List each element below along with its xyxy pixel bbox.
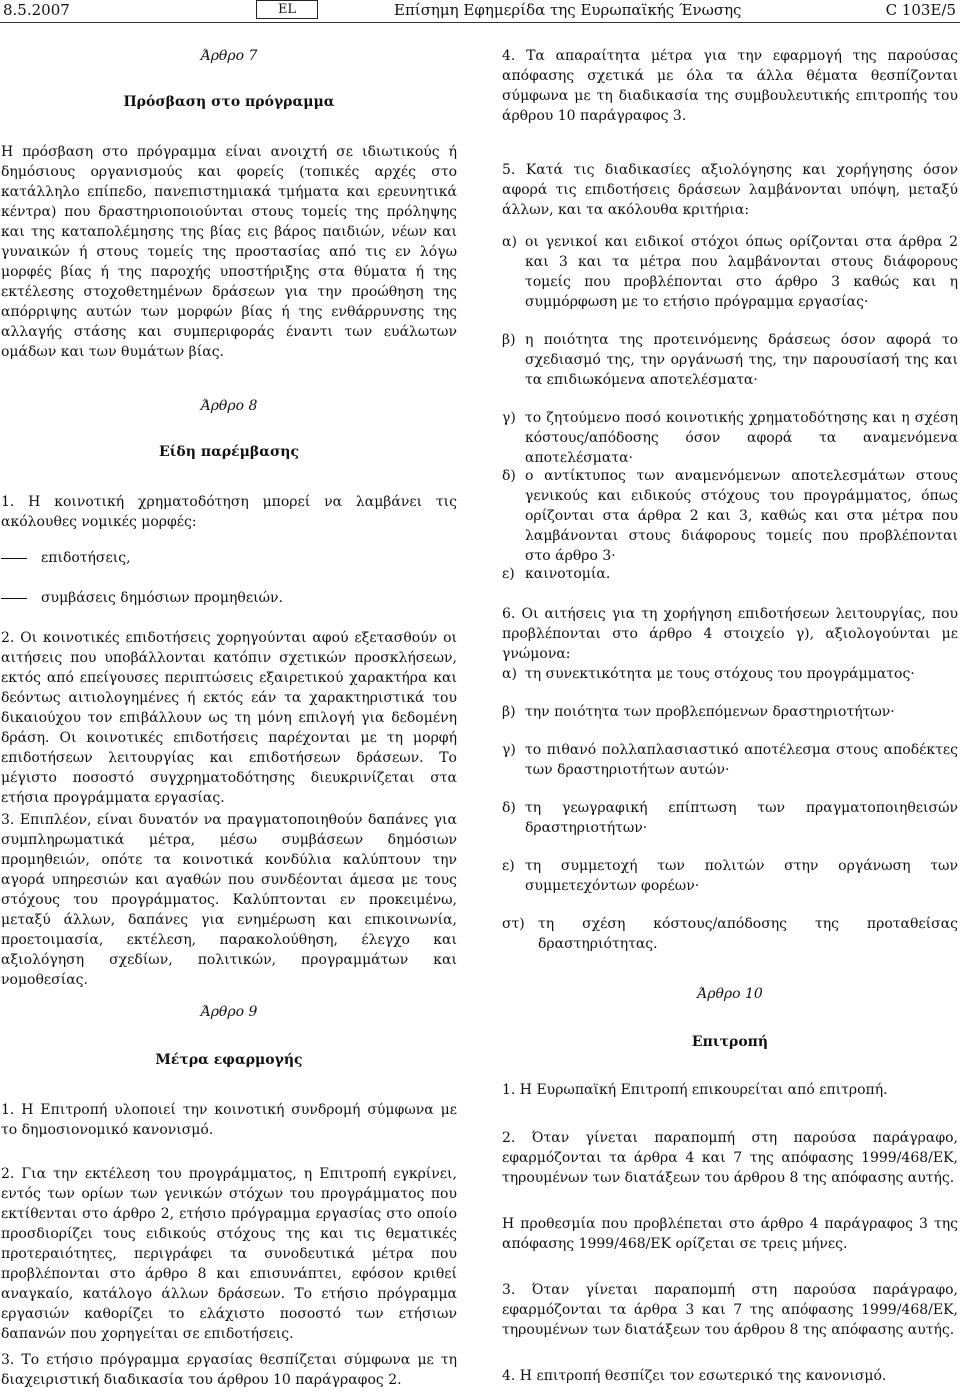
page-number: C 103E/5 [885,1,956,19]
article-10-para-2: 2. Όταν γίνεται παραπομπή στη παρούσα παράγραφο, εφαρμόζονται τα άρθρα 4 και 7 της απόφασης 1999/468/ΕΚ, τηρουμένων των διατάξεων του άρθρου 8 της απόφασης αυτής. [502,1130,958,1186]
article-8-label: Άρθρο 8 [200,398,258,414]
item-text: το πιθανό πολλαπλασιαστικό αποτέλεσμα στους αποδέκτες των δραστηριοτήτων αυτών· [525,742,958,778]
article-8-para-1: 1. Η κοινοτική χρηματοδότηση μπορεί να λαμβάνει τις ακόλουθες νομικές μορφές: [1,494,457,530]
item-text: τη συμμετοχή των πολιτών στην οργάνωση των συμμετεχόντων φορέων· [525,858,958,894]
item-label: δ) [502,800,516,816]
article-7-title: Πρόσβαση στο πρόγραμμα [123,94,335,110]
item-label: στ) [502,916,525,932]
item-label: δ) [502,468,516,484]
article-7-text: Η πρόσβαση στο πρόγραμμα είναι ανοιχτή σε ιδιωτικούς ή δημόσιους οργανισμούς και φορείς (τοπικές αρχές στο κατάλληλο επίπεδο, πανεπιστημιακά τμήματα και ερευνητικά κέντρα) που δραστηριοποιούνται στους τομείς της πρόληψης και της καταπολέμησης της βίας εις βάρος παιδιών, νέων και γυναικών ή στους τομείς της προστασίας από τις εν λόγω μορφές βίας ή της παροχής υποστήριξης στα θύματα ή της εκτέλεσης στοχοθετημένων δράσεων για την προώθηση της απόρριψης αυτών των μορφών βίας ή της ενθάρρυνσης της αλλαγής στάσης και συμπεριφοράς έναντι των ευάλωτων ομάδων και των θυμάτων βίας. [1,144,457,360]
item-label: ε) [502,858,515,874]
article-8-dash-item [1,548,457,568]
article-9-para-1: 1. Η Επιτροπή υλοποιεί την κοινοτική συνδρομή σύμφωνα με το δημοσιονομικό κανονισμό. [1,1102,457,1138]
item-label: β) [502,704,516,720]
item-label: α) [502,666,517,682]
item-text: το ζητούμενο ποσό κοινοτικής χρηματοδότησης και η σχέση κόστους/απόδοσης όσον αφορά τα αναμενόμενα αποτελέσματα· [525,410,958,466]
journal-title: Επίσημη Εφημερίδα της Ευρωπαϊκής Ένωσης [394,1,742,19]
item-label: ε) [502,566,515,582]
article-8-para-4: 4. Τα απαραίτητα μέτρα για την εφαρμογή της παρούσας απόφασης σχετικά με όλα τα άλλα θέματα θεσπίζονται σύμφωνα με τη διαδικασία της συμβουλευτικής επιτροπής του άρθρου 10 παράγραφος 3. [502,48,958,124]
article-8-para-2: 2. Οι κοινοτικές επιδοτήσεις χορηγούνται αφού εξετασθούν οι αιτήσεις που υποβάλλονται κατόπιν σχετικών προσκλήσεων, εκτός από επείγουσες περιπτώσεις εξαιρετικού χαρακτήρα και δεόντως αιτιολογημένες ή εκτός εάν τα χαρακτηριστικά του δικαιούχου τον επιβάλλουν ως τη μόνη επιλογή για δεδομένη δράση. Οι κοινοτικές επιδοτήσεις παρέχονται με τη μορφή επιδοτήσεων λειτουργίας και επιδοτήσεων δράσεων. Το μέγιστο ποσοστό συγχρηματοδότησης διευκρινίζεται στα ετήσια προγράμματα εργασίας. [1,630,457,806]
item-label: α) [502,234,517,250]
publication-date: 8.5.2007 [3,1,70,19]
article-10-title: Επιτροπή [691,1034,769,1050]
item-text: τη συνεκτικότητα με τους στόχους του προγράμματος· [525,666,915,682]
article-10-para-4: 4. Η επιτροπή θεσπίζει τον εσωτερικό της κανονισμό. [502,1368,887,1384]
item-text: τη σχέση κόστους/απόδοσης της προταθείσας δραστηριότητας. [538,916,958,952]
article-9-title: Μέτρα εφαρμογής [155,1052,303,1068]
item-label: γ) [502,742,516,758]
article-8-para-3: 3. Επιπλέον, είναι δυνατόν να πραγματοποιηθούν δαπάνες για συμπληρωματικά μέτρα, μέσω συμβάσεων δημόσιων προμηθειών, οπότε τα κοινοτικά κονδύλια καλύπτουν την αγορά υπηρεσιών και αγαθών που συνδέονται άμεσα με τους στόχους του προγράμματος. Καλύπτονται εν προκειμένω, μεταξύ άλλων, δαπάνες για ενημέρωση και επικοινωνία, προετοιμασία, εκτέλεση, παρακολούθηση, έλεγχο και αξιολόγηση σχεδίων, πολιτικών, προγραμμάτων και νομοθεσίας. [1,812,457,988]
dash-mark [1,558,27,559]
dash-item-text: επιδοτήσεις, [41,550,131,566]
article-8-para-5: 5. Κατά τις διαδικασίες αξιολόγησης και χορήγησης όσον αφορά τις επιδοτήσεις δράσεων λαμβάνονται υπόψη, μεταξύ άλλων, και τα ακόλουθα κριτήρια: [502,162,958,218]
article-10-label: Άρθρο 10 [697,986,763,1002]
header-rule [0,22,960,23]
item-label: β) [502,332,516,348]
dash-mark [1,598,27,599]
article-8-title: Είδη παρέμβασης [158,444,300,460]
article-8-dash-item [1,588,457,608]
article-10-para-2b: Η προθεσμία που προβλέπεται στο άρθρο 4 παράγραφος 3 της απόφασης 1999/468/ΕΚ ορίζεται σε τρεις μήνες. [502,1216,958,1252]
item-text: οι γενικοί και ειδικοί στόχοι όπως ορίζονται στα άρθρα 2 και 3 και τα μέτρα που λαμβάνονται στους διάφορους τομείς που προβλέπονται στο άρθρο 3 καθώς και η συμμόρφωση με το ετήσιο πρόγραμμα εργασίας· [525,234,958,310]
dash-item-text: συμβάσεις δημόσιων προμηθειών. [41,590,283,606]
article-10-para-1: 1. Η Ευρωπαϊκή Επιτροπή επικουρείται από επιτροπή. [502,1082,888,1098]
language-badge: EL [256,0,318,19]
article-7-label: Άρθρο 7 [200,48,258,64]
article-9-label: Άρθρο 9 [200,1004,258,1020]
article-9-para-2: 2. Για την εκτέλεση του προγράμματος, η Επιτροπή εγκρίνει, εντός των ορίων των γενικών στόχων του προγράμματος που εκτίθενται στο άρθρο 2, ετήσιο πρόγραμμα εργασίας στο οποίο προσδιορίζει τους ειδικούς στόχους της και τις θεματικές προτεραιότητες, περιγράφει τα συνοδευτικά μέτρα που προβλέπονται στο άρθρο 8 και επισυνάπτει, εφόσον κριθεί αναγκαίο, κατάλογο άλλων δράσεων. Το ετήσιο πρόγραμμα εργασιών καθορίζει το ελάχιστο ποσοστό των ετήσιων δαπανών που χορηγείται σε επιδοτήσεις. [1,1166,457,1342]
article-8-para-6: 6. Οι αιτήσεις για τη χορήγηση επιδοτήσεων λειτουργίας, που προβλέπονται στο άρθρο 4 στοιχείο γ), αξιολογούνται με γνώμονα: [502,606,958,662]
item-text: τη γεωγραφική επίπτωση των πραγματοποιηθεισών δραστηριοτήτων· [525,800,958,836]
item-text: καινοτομία. [525,566,611,582]
article-9-para-3: 3. Το ετήσιο πρόγραμμα εργασίας θεσπίζεται σύμφωνα με τη διαχειριστική διαδικασία του άρθρου 10 παράγραφος 2. [1,1352,457,1388]
item-text: την ποιότητα των προβλεπόμενων δραστηριοτήτων· [525,704,895,720]
item-text: η ποιότητα της προτεινόμενης δράσεως όσον αφορά το σχεδιασμό της, την οργάνωσή της, την παρουσίασή της και τα επιδιωκόμενα αποτελέσματα· [525,332,958,388]
page-header [0,0,960,24]
item-text: ο αντίκτυπος των αναμενόμενων αποτελεσμάτων στους γενικούς και ειδικούς στόχους του προγράμματος, όπως ορίζονται στα άρθρα 2 και 3, καθώς και στα μέτρα που λαμβάνονται στους διάφορους τομείς που προβλέπονται στο άρθρο 3· [525,468,958,564]
item-label: γ) [502,410,516,426]
article-10-para-3: 3. Όταν γίνεται παραπομπή στη παρούσα παράγραφο, εφαρμόζονται τα άρθρα 3 και 7 της απόφασης 1999/468/ΕΚ, τηρουμένων των διατάξεων του άρθρου 8 της απόφασης αυτής. [502,1282,958,1338]
